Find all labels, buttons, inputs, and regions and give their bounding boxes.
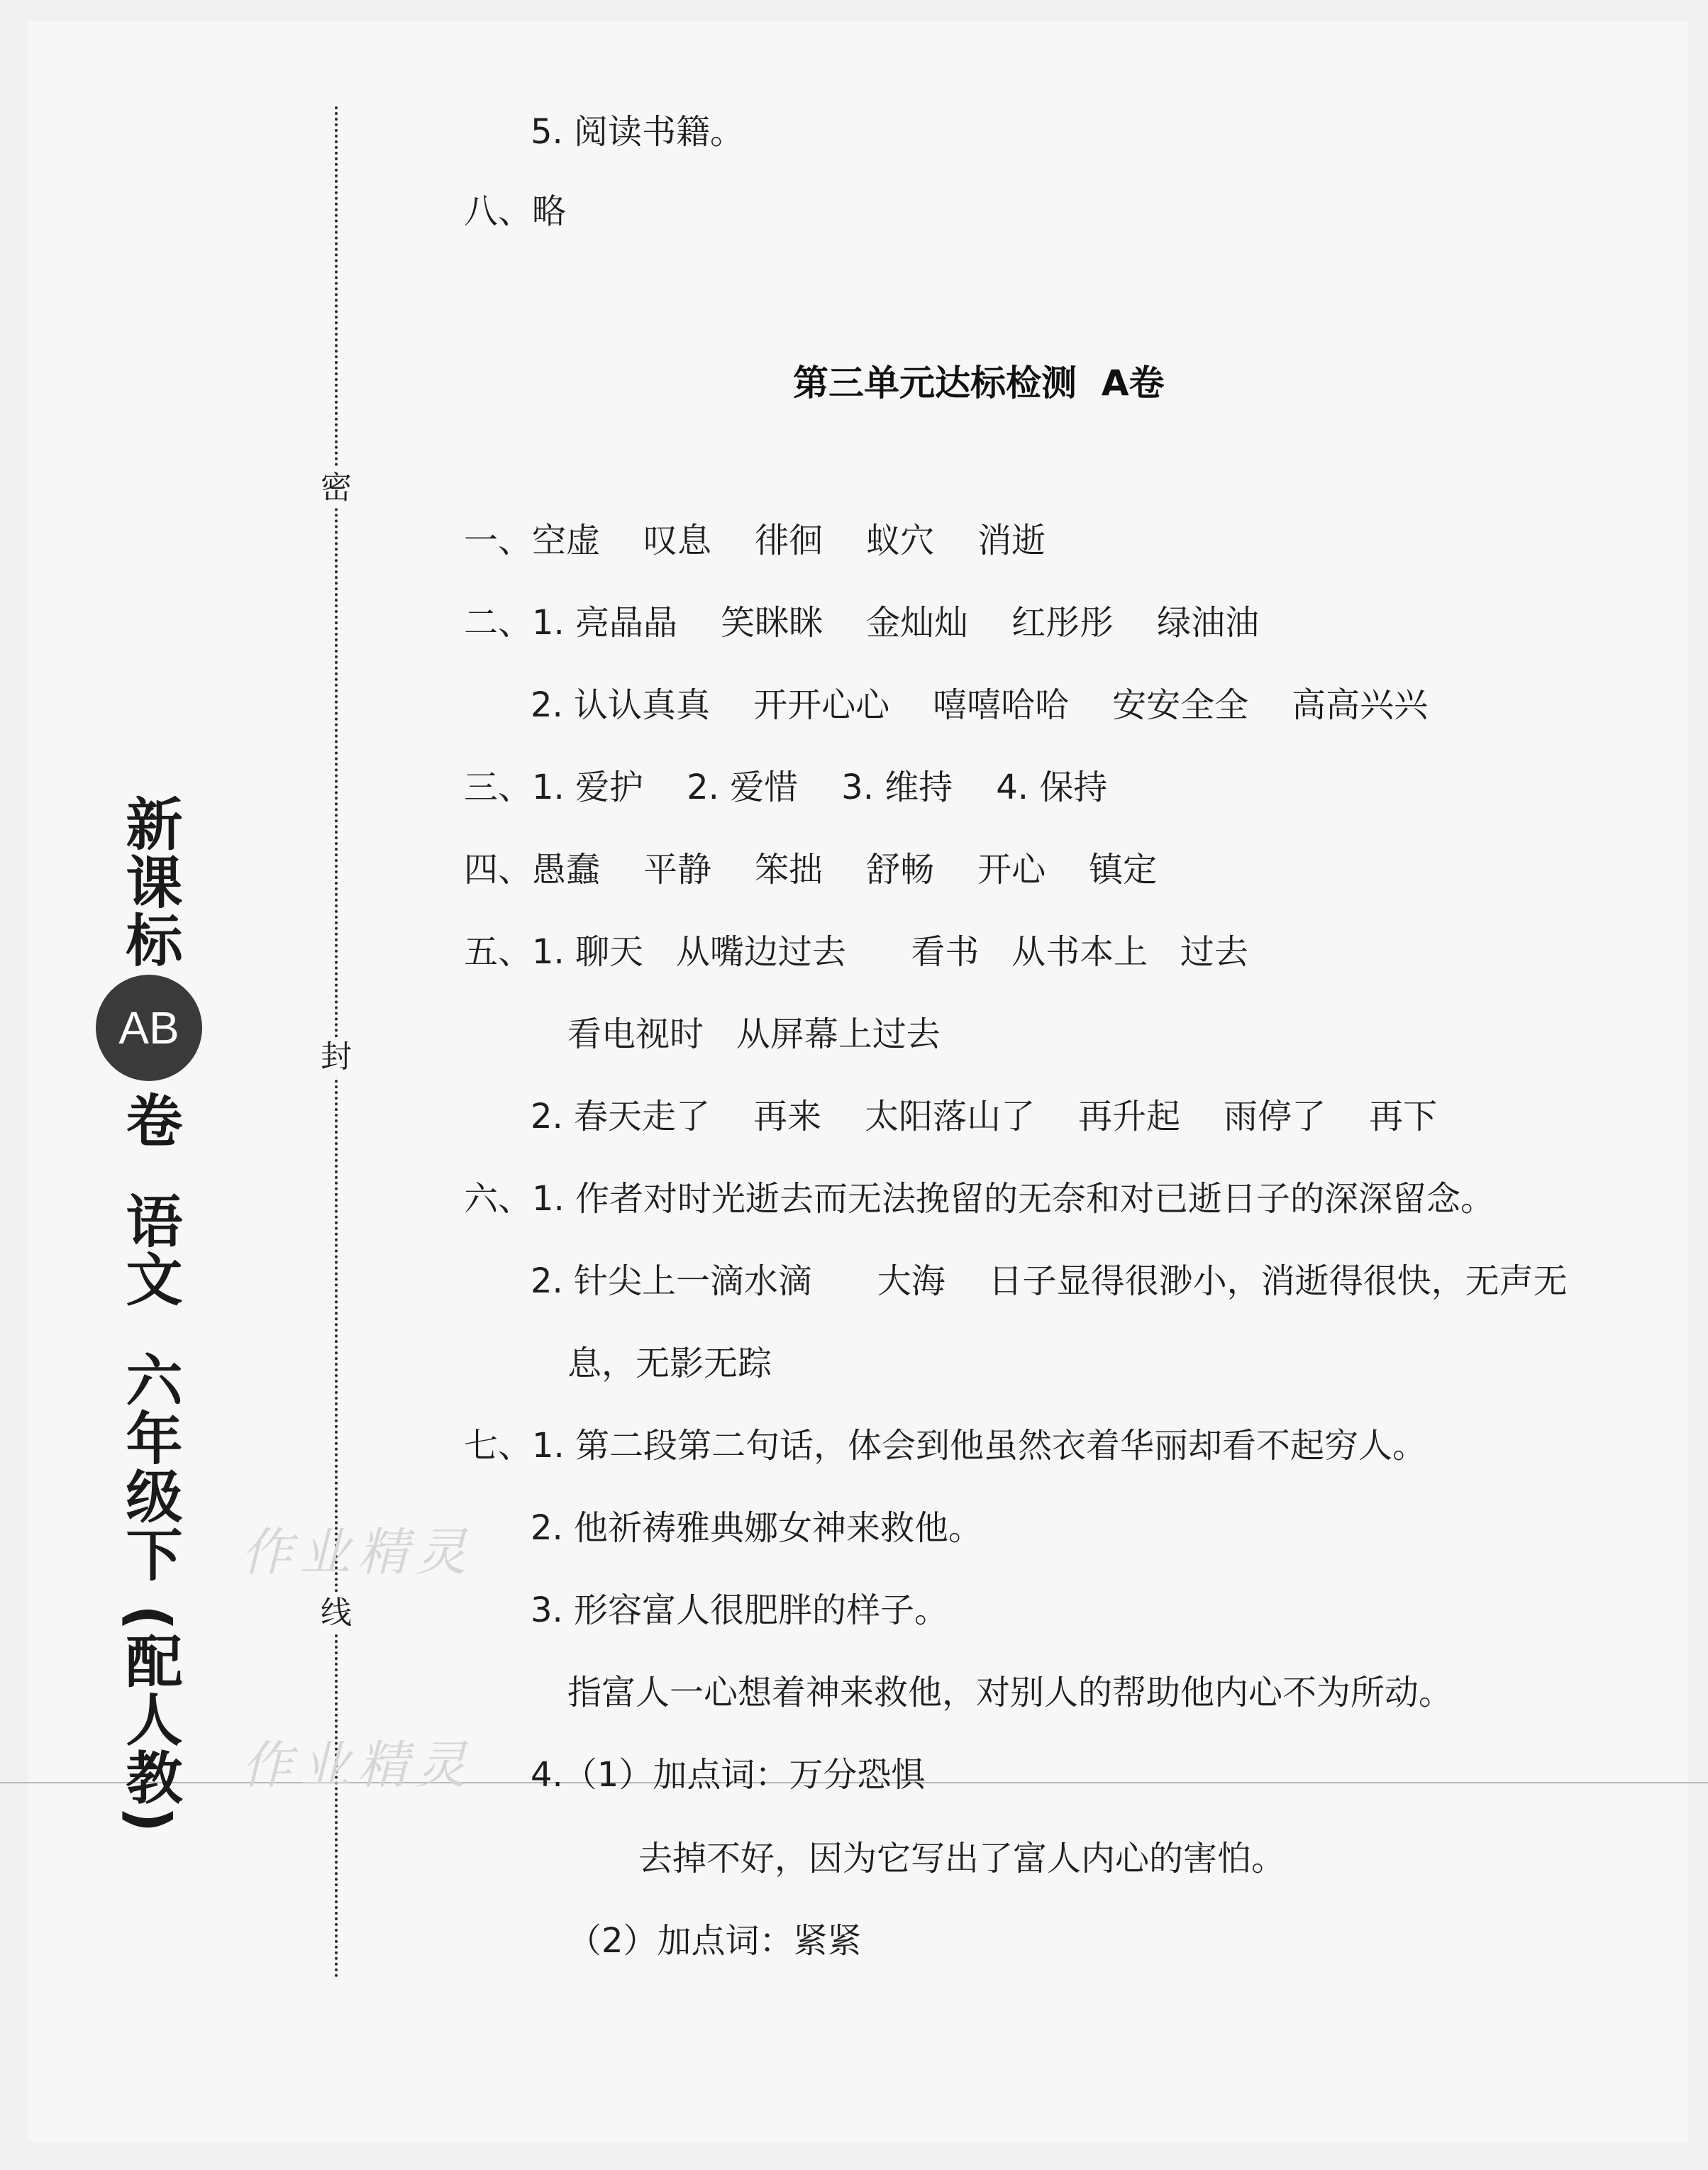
answer-line: 3. 形容富人很肥胖的样子。 [531,1590,949,1630]
answer-line: 五、1. 聊天 从嘴边过去 看书 从书本上 过去 [464,932,1248,972]
answer-line: 看电视时 从屏幕上过去 [567,1014,941,1054]
watermark: 作业精灵 [241,1735,475,1795]
answer-line: 2. 针尖上一滴水滴 大海 日子显得很渺小，消逝得很快，无声无 [531,1261,1568,1301]
answer-line: 一、空虚 叹息 徘徊 蚁穴 消逝 [464,521,1046,560]
answer-line: （2）加点词：紧紧 [567,1921,862,1961]
seal-char-xian: 线 [316,1593,356,1633]
answer-line: 六、1. 作者对时光逝去而无法挽留的无奈和对已逝日子的深深留念。 [464,1179,1495,1219]
answer-page [28,21,1688,2142]
answer-line: 三、1. 爱护 2. 爱惜 3. 维持 4. 保持 [464,768,1108,807]
spine-subject: 语文 [116,1192,182,1308]
spine-grade: 六年级下 [116,1351,182,1583]
seal-char-mi: 密 [316,468,356,508]
answer-line: 2. 认认真真 开开心心 嘻嘻哈哈 安安全全 高高兴兴 [531,685,1429,725]
watermark: 作业精灵 [241,1522,475,1582]
answer-line: 2. 春天走了 再来 太阳落山了 再升起 雨停了 再下 [531,1097,1438,1136]
answer-line: 指富人一心想着神来救他，对别人的帮助他内心不为所动。 [567,1673,1453,1712]
ab-badge: AB [96,975,202,1081]
section-title: 第三单元达标检测 A卷 [793,362,1165,404]
answer-line: 2. 他祈祷雅典娜女神来救他。 [531,1508,983,1548]
spine-edition: (配人教) [116,1605,182,1834]
spine-series: 新课标 [116,795,182,969]
answer-line: 息，无影无踪 [567,1344,772,1383]
answer-line: 去掉不好，因为它写出了富人内心的害怕。 [638,1839,1286,1878]
answer-line: 八、略 [464,192,567,231]
answer-line: 4.（1）加点词：万分恐惧 [531,1755,926,1795]
seal-char-feng: 封 [316,1037,356,1077]
book-spine-title [92,795,206,1834]
answer-line: 七、1. 第二段第二句话，体会到他虽然衣着华丽却看不起穷人。 [464,1426,1427,1466]
answer-line: 四、愚蠢 平静 笨拙 舒畅 开心 镇定 [464,850,1158,890]
answer-line: 5. 阅读书籍。 [531,112,745,152]
spine-volume: 卷 [116,1091,182,1149]
answer-line: 二、1. 亮晶晶 笑眯眯 金灿灿 红彤彤 绿油油 [464,603,1260,643]
